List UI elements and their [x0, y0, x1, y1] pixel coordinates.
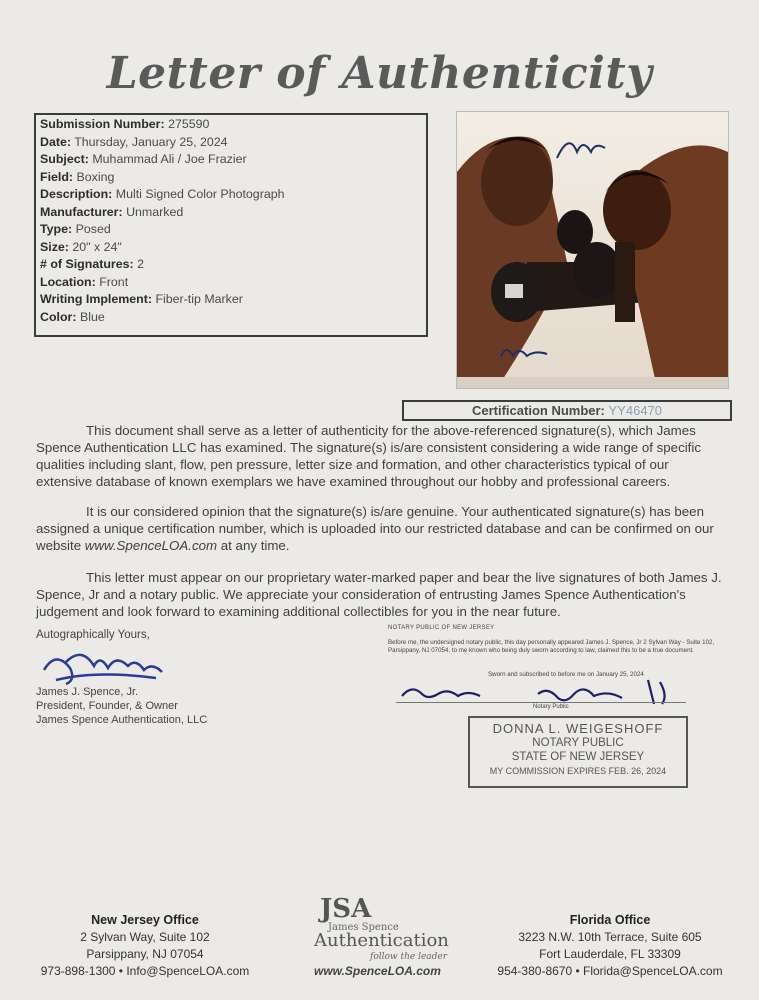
- notary-sworn-date: Sworn and subscribed to before me on January 25, 2024: [488, 671, 644, 678]
- notary-stamp: [468, 716, 688, 788]
- signed-photograph: [456, 111, 729, 389]
- fl-address-line-2: Fort Lauderdale, FL 33309: [539, 947, 681, 961]
- nj-address-line-2: Parsippany, NJ 07054: [86, 947, 204, 961]
- notary-statement: Before me, the undersigned notary public, this day personally appeared James J. Spence, Jr 2 Sylvan Way - Suite 102, Parsippany, NJ 07054, to me known who being duly sworn according to law, claimed this to be a true document.: [388, 639, 715, 654]
- logo-abbr: JSA: [320, 894, 372, 924]
- detail-label: Manufacturer:: [40, 204, 123, 219]
- detail-label: Size:: [40, 239, 69, 254]
- jsa-logo: [300, 894, 460, 980]
- detail-row: [40, 186, 426, 204]
- stamp-name: DONNA L. WEIGESHOFF: [492, 721, 664, 736]
- detail-label: Writing Implement:: [40, 292, 152, 306]
- detail-label: Location:: [40, 274, 96, 289]
- detail-value: 275590: [168, 117, 210, 131]
- page-title: Letter of Authenticity: [106, 48, 653, 99]
- florida-office: [480, 912, 740, 980]
- detail-label: Field:: [40, 169, 74, 184]
- notary-public-label: Notary Public: [533, 704, 569, 710]
- detail-value: Multi Signed Color Photograph: [115, 187, 285, 201]
- closing-text: Autographically Yours,: [36, 629, 150, 641]
- website-link[interactable]: www.SpenceLOA.com: [84, 538, 218, 553]
- logo-tagline: follow the leader: [370, 952, 448, 962]
- detail-row: [40, 256, 426, 274]
- detail-value: Fiber-tip Marker: [155, 292, 243, 306]
- fl-address-line-1: 3223 N.W. 10th Terrace, Suite 605: [518, 930, 702, 944]
- detail-row: [40, 274, 426, 292]
- detail-value: Front: [99, 274, 129, 289]
- detail-label: Type:: [40, 222, 73, 236]
- paragraph-3: This letter must appear on our proprietary water-marked paper and bear the live signatures of both James J. Spence, Jr and a notary public. We appreciate your consideration of entrusting James Spence Authentication's judgement and look forward to examining additional collectibles for you in the near future.: [36, 570, 722, 619]
- detail-row: [40, 291, 426, 309]
- certification-label: Certification Number:: [471, 403, 605, 418]
- detail-value: 2: [137, 257, 144, 271]
- detail-row: [40, 134, 426, 152]
- nj-contact: 973-898-1300 • Info@SpenceLOA.com: [40, 964, 250, 978]
- paragraph-2: [36, 503, 728, 554]
- logo-main: Authentication: [314, 930, 449, 951]
- signer-title: President, Founder, & Owner: [36, 700, 178, 712]
- stamp-line-3: STATE OF NEW JERSEY: [511, 751, 645, 763]
- paragraph-1: This document shall serve as a letter of authenticity for the above-referenced signature(s), which James Spence Authentication LLC has examined. The signature(s) is/are consistent considering a wide range of specific qualities including slant, flow, pen pressure, letter size and formation, and other characteristics typical of our extensive database of known exemplars we have examined throughout our hobby and professional careers.: [36, 423, 701, 489]
- detail-value: Thursday, January 25, 2024: [74, 134, 228, 149]
- new-jersey-office: [30, 912, 260, 980]
- detail-row: [40, 169, 426, 187]
- signer-company: James Spence Authentication, LLC: [36, 714, 208, 726]
- stamp-line-2: NOTARY PUBLIC: [532, 737, 624, 749]
- fl-office-name: Florida Office: [569, 913, 651, 927]
- nj-address-line-1: 2 Sylvan Way, Suite 102: [80, 930, 210, 944]
- signer-name: James J. Spence, Jr.: [36, 686, 139, 698]
- nj-office-name: New Jersey Office: [91, 913, 199, 927]
- paragraph-2-text-a: It is our considered opinion that the signature(s) is/are genuine. Your authenticated signature(s) has been assigned a unique certification number, which is uploaded into our restricted database and can be confirmed on our website: [36, 504, 714, 553]
- paragraph-2-text-b: at any time.: [217, 538, 290, 553]
- detail-value: 20" x 24": [72, 239, 122, 254]
- detail-row: [40, 309, 426, 327]
- detail-value: Posed: [75, 222, 111, 236]
- detail-value: Blue: [79, 309, 105, 324]
- notary-signature-line: [396, 702, 686, 703]
- spence-signature: [36, 640, 176, 688]
- submission-details-box: [34, 113, 428, 337]
- detail-label: # of Signatures:: [40, 257, 134, 271]
- stamp-line-4: MY COMMISSION EXPIRES FEB. 26, 2024: [489, 766, 667, 776]
- notary-header: NOTARY PUBLIC OF NEW JERSEY: [388, 625, 495, 631]
- signer-block: [36, 685, 207, 727]
- detail-label: Color:: [40, 309, 77, 324]
- logo-small: James Spence: [328, 922, 399, 933]
- certification-number-box: [402, 400, 732, 421]
- detail-label: Description:: [40, 187, 113, 201]
- detail-row: [40, 239, 426, 257]
- detail-label: Submission Number:: [40, 117, 165, 131]
- certification-number: YY46470: [608, 403, 663, 418]
- detail-value: Muhammad Ali / Joe Frazier: [92, 152, 247, 166]
- detail-row: [40, 204, 426, 222]
- detail-label: Subject:: [40, 152, 89, 166]
- detail-value: Unmarked: [126, 204, 184, 219]
- detail-row: [40, 151, 426, 169]
- detail-label: Date:: [40, 134, 71, 149]
- logo-url[interactable]: www.SpenceLOA.com: [314, 964, 441, 978]
- detail-row: [40, 221, 426, 239]
- detail-row: [40, 116, 426, 134]
- detail-value: Boxing: [76, 169, 115, 184]
- fl-contact: 954-380-8670 • Florida@SpenceLOA.com: [497, 964, 723, 978]
